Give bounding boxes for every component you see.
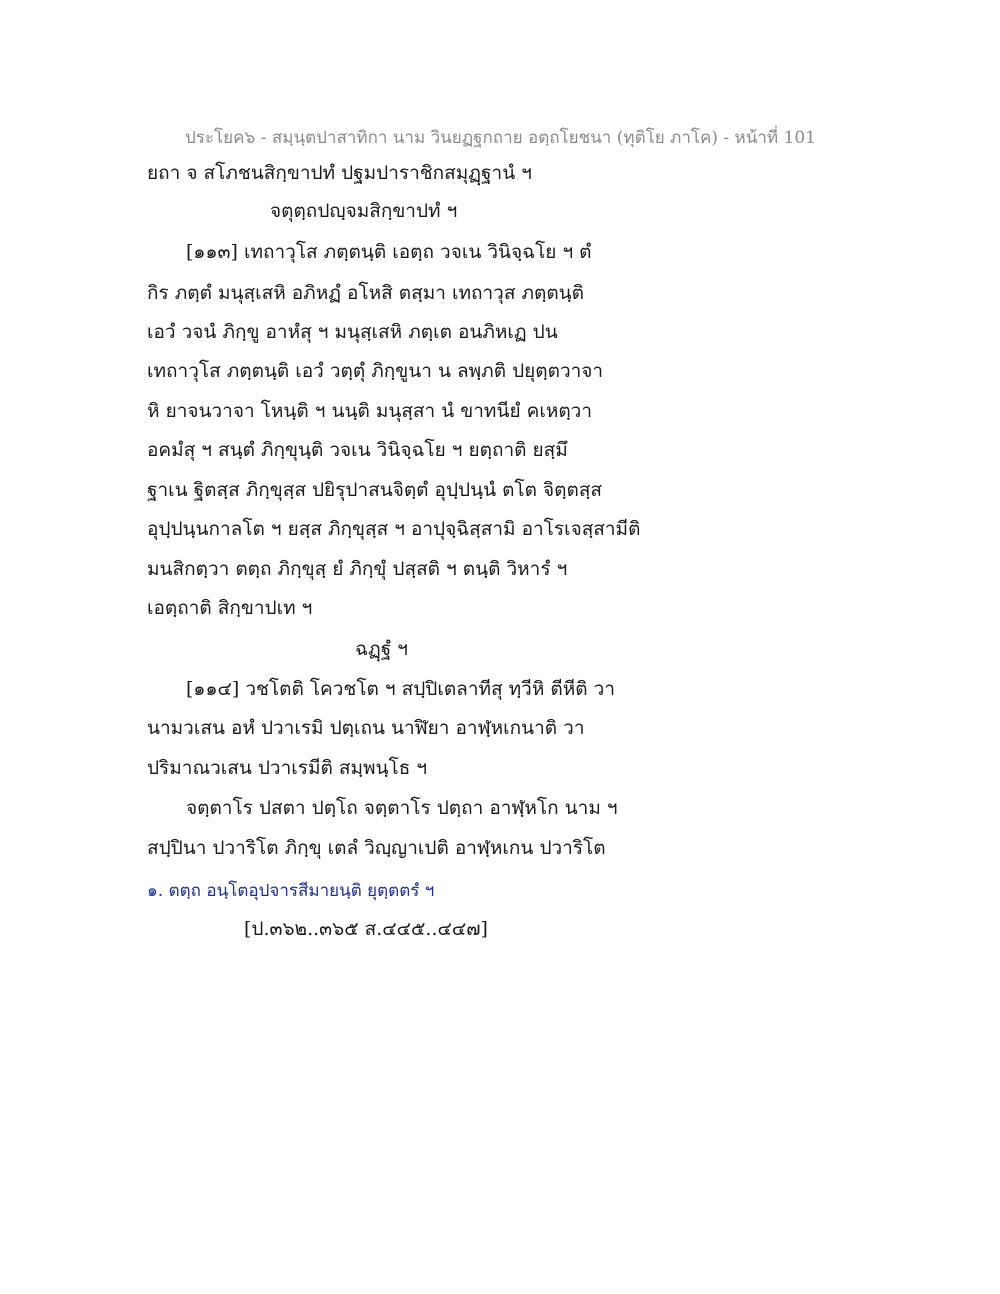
body-line: ฐาเน ฐิตสฺส ภิกฺขุสฺส ปยิรุปาสนจิตฺตํ อุปฺปนฺนํ ตโต จิตฺตสฺส: [147, 479, 603, 501]
body-line: ปริมาณวเสน ปวาเรมีติ สมฺพนฺโธ ฯ: [147, 757, 428, 779]
body-line: กิร ภตฺตํ มนุสฺเสหิ อภิหฏํ อโหสิ ตสฺมา เทถาวุส ภตฺตนฺติ: [147, 282, 584, 304]
body-line: หิ ยาจนวาจา โหนฺติ ฯ นนฺติ มนุสฺสา นํ ขาทนียํ คเหตฺวา: [147, 400, 593, 422]
section-heading: ฉฏฺฐํ ฯ: [355, 638, 408, 660]
running-header-text: ประโยค๖ - สมฺนฺตปาสาทิกา นาม วินยฏฐกถาย อตฺถโยชนา (ทุติโย ภาโค) - หน้าที่ 101: [185, 128, 816, 148]
body-line: จตฺตาโร ปสตา ปตฺโถ จตฺตาโร ปตฺถา อาฬฺหโก นาม ฯ: [186, 797, 618, 819]
body-line: นามวเสน อหํ ปวาเรมิ ปตฺเถน นาฬิยา อาฬฺหเกนาติ วา: [147, 717, 585, 739]
page-reference: [ป.๓๖๒..๓๖๕ ส.๔๔๕..๔๔๗]: [244, 918, 488, 940]
body-line: อคมํสุ ฯ สนฺตํ ภิกฺขุนฺติ วจเน วินิจฺฉโย ฯ ยตฺถาติ ยสฺมึ: [147, 439, 568, 461]
section-heading: จตุตฺถปญฺจมสิกฺขาปทํ ฯ: [270, 200, 458, 222]
running-header: [0, 124, 1000, 151]
body-line: [๑๑๔] วชโตติ โควชโต ฯ สปฺปิเตลาทีสุ ทฺวีหิ ตีหีติ วา: [186, 678, 615, 700]
body-line: เทถาวุโส ภตฺตนฺติ เอวํ วตฺตุํ ภิกฺขูนา น ลพฺภติ ปยุตฺตวาจา: [147, 360, 604, 382]
body-line: มนสิกตฺวา ตตฺถ ภิกฺขุสฺ ยํ ภิกฺขุํ ปสฺสติ ฯ ตนฺติ วิหารํ ฯ: [147, 558, 568, 580]
body-line: อุปฺปนฺนกาลโต ฯ ยสฺส ภิกฺขุสฺส ฯ อาปุจฺฉิสฺสามิ อาโรเจสฺสามีติ: [147, 518, 641, 540]
body-line: ยถา จ สโภชนสิกฺขาปทํ ปฐมปาราชิกสมุฏฺฐานํ ฯ: [147, 162, 532, 184]
body-line: เอวํ วจนํ ภิกฺขู อาหํสุ ฯ มนุสฺเสหิ ภตฺเต อนภิหเฏ ปน: [147, 321, 558, 343]
body-line: [๑๑๓] เทถาวุโส ภตฺตนฺติ เอตฺถ วจเน วินิจฺฉโย ฯ ตํ: [186, 241, 592, 263]
body-line: เอตฺถาติ สิกฺขาปเท ฯ: [147, 597, 313, 619]
footnote: ๑. ตตฺถ อนฺโตอุปจารสีมายนฺติ ยุตฺตตรํ ฯ: [147, 881, 435, 901]
body-line: สปฺปินา ปวาริโต ภิกฺขุ เตลํ วิญฺญาเปติ อาฬฺหเกน ปวาริโต: [147, 837, 606, 859]
